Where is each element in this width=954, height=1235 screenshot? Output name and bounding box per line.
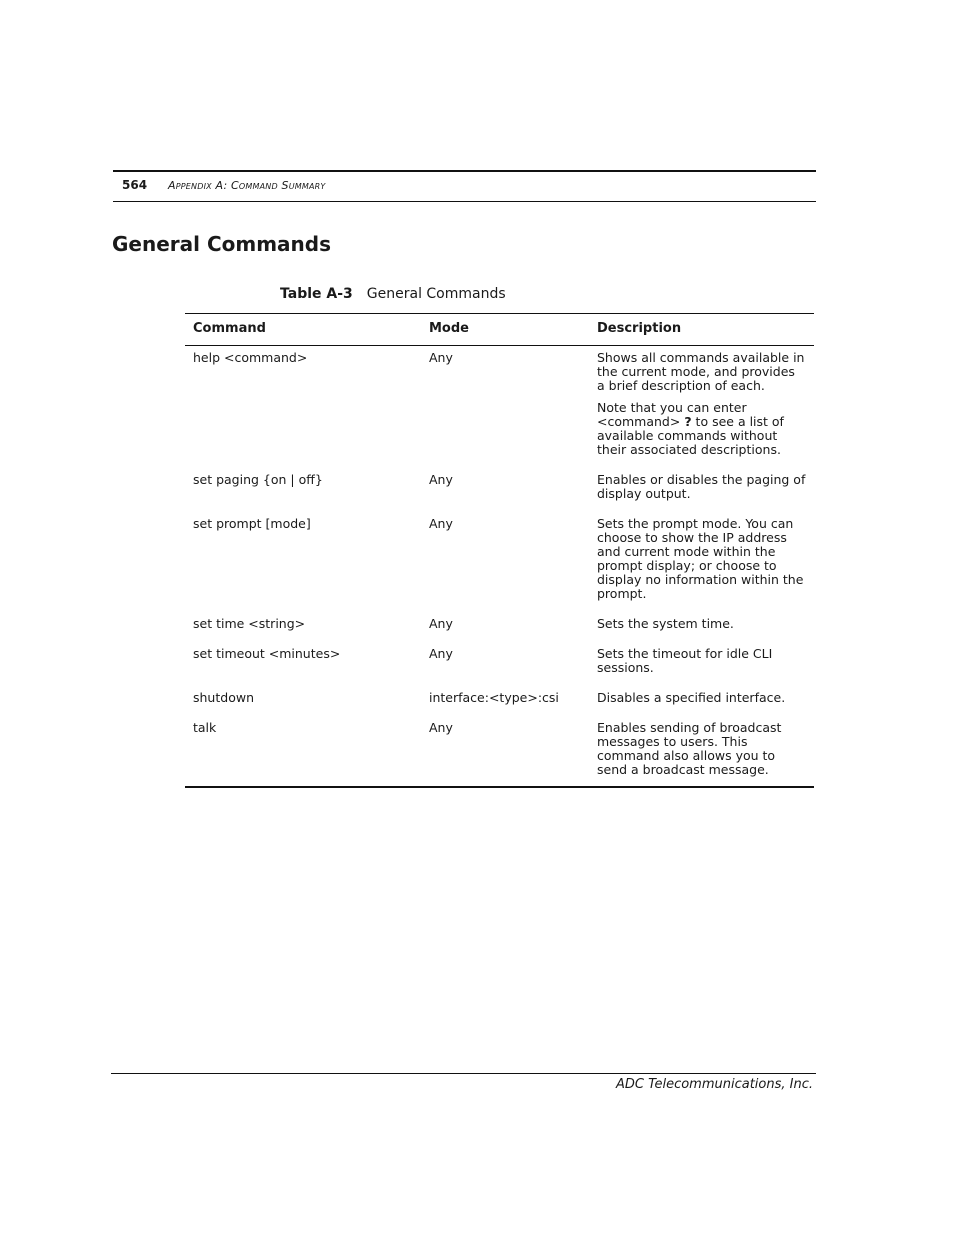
table-row: [185, 687, 814, 717]
note-text-before: Note that you can enter <command>: [597, 400, 747, 429]
section-title: General Commands: [112, 232, 332, 256]
column-header-command: Command: [185, 314, 421, 346]
command-cell: shutdown: [193, 690, 254, 705]
command-cell: talk: [193, 720, 217, 735]
mode-cell: Any: [429, 646, 453, 661]
description-cell: Sets the system time.: [597, 616, 734, 631]
mode-cell: Any: [429, 720, 453, 735]
table-caption-title: General Commands: [366, 286, 506, 302]
command-cell: set timeout <minutes>: [193, 646, 341, 661]
column-header-mode: Mode: [421, 314, 589, 346]
command-cell: set prompt [mode]: [193, 516, 311, 531]
column-header-description: Description: [589, 314, 814, 346]
table-row: [185, 513, 814, 613]
running-head: Appendix A: Command Summary: [168, 179, 326, 192]
mode-cell: Any: [429, 616, 453, 631]
commands-table: [185, 313, 814, 788]
table-header-row: [185, 314, 814, 346]
command-cell: help <command>: [193, 350, 308, 365]
description-note: [597, 401, 806, 457]
note-text-after: to see a list of available commands without their associated descriptions.: [597, 414, 784, 457]
table-row: [185, 346, 814, 470]
mode-cell: interface:<type>:csi: [429, 690, 559, 705]
footer-rule: [111, 1073, 816, 1074]
description-text: Shows all commands available in the current mode, and provides a brief description of each.: [597, 350, 805, 393]
description-cell: [589, 346, 814, 470]
description-cell: Enables sending of broadcast messages to users. This command also allows you to send a broadcast message.: [597, 720, 782, 777]
table-row: [185, 717, 814, 787]
page-number: 564: [122, 178, 148, 192]
table-caption: [280, 286, 506, 302]
header-rule-bottom: [113, 201, 816, 202]
table-row: [185, 643, 814, 687]
command-cell: set time <string>: [193, 616, 306, 631]
description-cell: Enables or disables the paging of display output.: [597, 472, 806, 501]
table-row: [185, 613, 814, 643]
note-question-mark: ?: [684, 414, 692, 429]
description-cell: Disables a specified interface.: [597, 690, 786, 705]
description-cell: Sets the prompt mode. You can choose to show the IP address and current mode within the prompt display; or choose to display no information within the prompt.: [597, 516, 804, 601]
table-row: [185, 469, 814, 513]
table-caption-number: Table A-3: [280, 286, 353, 302]
description-cell: Sets the timeout for idle CLI sessions.: [597, 646, 773, 675]
mode-cell: Any: [429, 516, 453, 531]
header-rule-top: [113, 170, 816, 172]
command-cell: set paging {on | off}: [193, 472, 323, 487]
footer-company: ADC Telecommunications, Inc.: [616, 1077, 813, 1092]
mode-cell: Any: [429, 350, 453, 365]
mode-cell: Any: [429, 472, 453, 487]
